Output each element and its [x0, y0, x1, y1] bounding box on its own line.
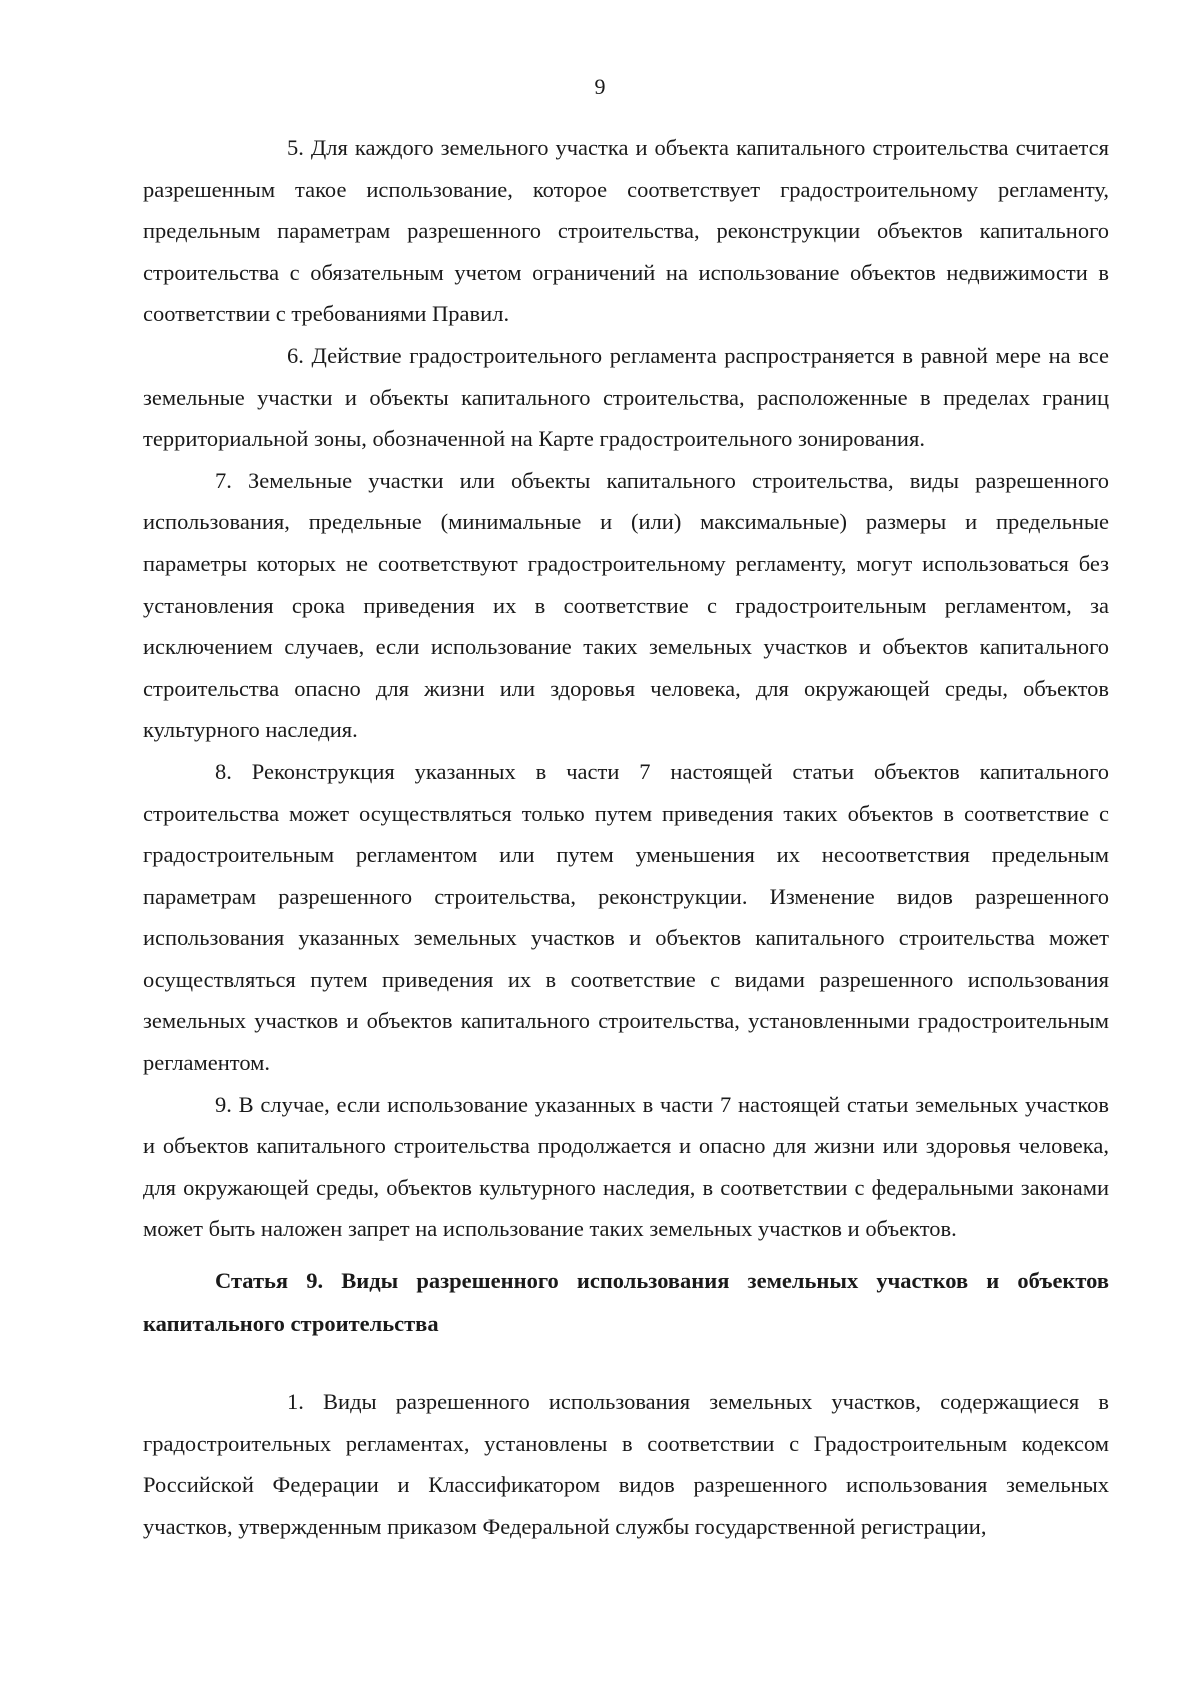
paragraph-text: Действие градостроительного регламента распространяется в равной мере на все земельные участки и объекты капитального строительства, расположенные в пределах границ территориальной зоны, обозначенной на Карте градостроительного зонирования. [143, 342, 1109, 452]
document-body [143, 127, 1109, 1547]
paragraph-number: 6. [287, 342, 304, 368]
article-paragraph-1 [143, 1381, 1109, 1547]
article-heading: Статья 9. Виды разрешенного использования земельных участков и объектов капитального строительства [143, 1268, 1109, 1337]
paragraph-text: Для каждого земельного участка и объекта капитального строительства считается разрешенным такое использование, которое соответствует градостроительному регламенту, предельным параметрам разрешенного строительства, реконструкции объектов капитального строительства с обязательным учетом ограничений на использование объектов недвижимости в соответствии с требованиями Правил. [143, 135, 1109, 327]
paragraph-number: 5. [287, 135, 304, 160]
paragraph-5 [143, 127, 1109, 335]
paragraph-8: 8. Реконструкция указанных в части 7 настоящей статьи объектов капитального строительства может осуществляться только путем приведения таких объектов в соответствие с градостроительным регламентом или путем уменьшения их несоответствия предельным параметрам разрешенного строительства, реконструкции. Изменение видов разрешенного использования указанных земельных участков и объектов капитального строительства может осуществляться путем приведения их в соответствие с видами разрешенного использования земельных участков и объектов капитального строительства, установленными градостроительным регламентом. [143, 758, 1109, 1076]
paragraph-6 [143, 335, 1109, 460]
paragraph-number: 1. [287, 1389, 304, 1415]
paragraph-text: Виды разрешенного использования земельных участков, содержащиеся в градостроительных регламентах, установлены в соответствии с Градостроительным кодексом Российской Федерации и Классификатором видов разрешенного использования земельных участков, утвержденным приказом Федеральной службы государственной регистрации, [143, 1389, 1109, 1539]
paragraph-9: 9. В случае, если использование указанных в части 7 настоящей статьи земельных участков и объектов капитального строительства продолжается и опасно для жизни или здоровья человека, для окружающей среды, объектов культурного наследия, в соответствии с федеральными законами может быть наложен запрет на использование таких земельных участков и объектов. [143, 1091, 1109, 1242]
page-number: 9 [594, 74, 606, 99]
paragraph-7: 7. Земельные участки или объекты капитального строительства, виды разрешенного использования, предельные (минимальные и (или) максимальные) размеры и предельные параметры которых не соответствуют градостроительному регламенту, могут использоваться без установления срока приведения их в соответствие с градостроительным регламентом, за исключением случаев, если использование таких земельных участков и объектов капитального строительства опасно для жизни или здоровья человека, для окружающей среды, объектов культурного наследия. [143, 467, 1109, 743]
